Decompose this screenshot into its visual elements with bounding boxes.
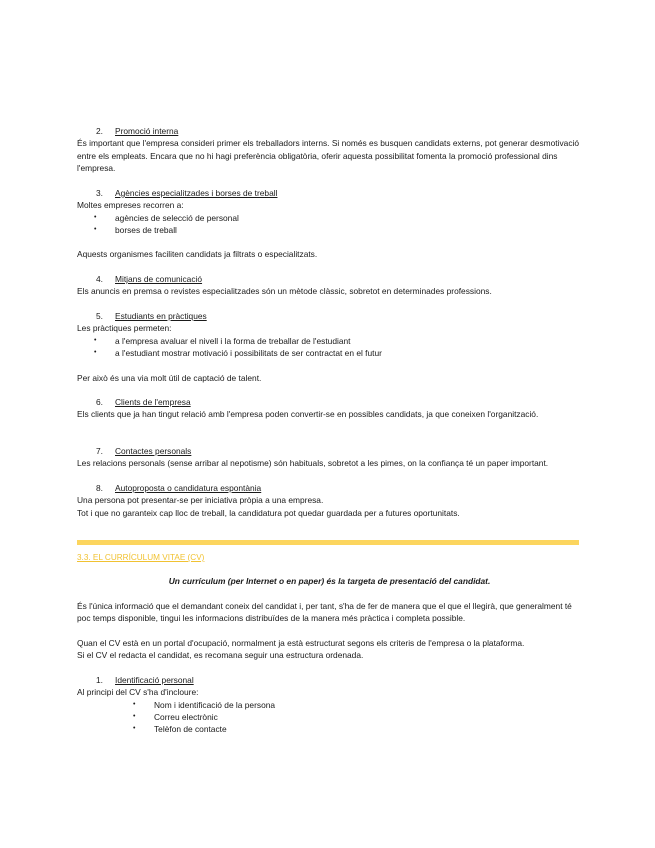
heading-number: 8. (96, 483, 103, 493)
paragraph: Els anuncis en premsa o revistes especialitzades són un mètode clàssic, sobretot en determinades professions. (77, 286, 492, 297)
section-agencies (77, 187, 587, 236)
lead-sentence: Un currículum (per Internet o en paper) és la targeta de presentació del candidat. (168, 576, 491, 586)
bullet-list (77, 212, 587, 237)
heading-number: 3. (96, 188, 103, 198)
paragraph: Els clients que ja han tingut relació amb l'empresa poden convertir-se en possibles candidats, ja que coneixen l'organització. (77, 409, 539, 420)
section-clients (77, 396, 587, 421)
heading-4 (77, 273, 587, 285)
list-item: • a l'empresa avaluar el nivell i la forma de treballar de l'estudiant (77, 335, 587, 347)
paragraph: Si el CV el redacta el candidat, es recomana seguir una estructura ordenada. (77, 650, 364, 661)
heading-number: 4. (96, 274, 103, 284)
heading-2 (77, 125, 587, 137)
section-promocio-interna (77, 125, 587, 174)
heading-3 (77, 187, 587, 199)
cv-paragraph-2 (77, 637, 587, 662)
list-item: • Telèfon de contacte (77, 723, 587, 735)
paragraph: Per això és una via molt útil de captació de talent. (77, 373, 262, 383)
heading-title: Estudiants en pràctiques (115, 311, 207, 321)
paragraph: Les relacions personals (sense arribar al nepotisme) són habituals, sobretot a les pimes, on la confiança té un paper important. (77, 458, 549, 469)
section-agencies-outro (77, 248, 587, 260)
section-estudiants-outro (77, 372, 587, 384)
list-item: • Nom i identificació de la persona (77, 699, 587, 711)
heading-title: Mitjans de comunicació (115, 274, 203, 284)
paragraph: Una persona pot presentar-se per iniciativa pròpia a una empresa. (77, 495, 324, 506)
section-title-curriculum: 3.3. EL CURRÍCULUM VITAE (CV) (77, 553, 205, 562)
paragraph: Quan el CV està en un portal d'ocupació, normalment ja està estructurat segons els criteris de l'empresa o la plataforma. (77, 638, 525, 648)
cv-paragraph-1 (77, 600, 587, 625)
section-autoproposta (77, 482, 587, 519)
heading-number: 2. (96, 126, 103, 136)
bullet-list (77, 699, 587, 736)
paragraph: Moltes empreses recorren a: (77, 200, 184, 211)
heading-title: Autoproposta o candidatura espontània (115, 483, 262, 493)
section-contactes (77, 445, 587, 470)
heading-number: 6. (96, 397, 103, 407)
heading-title: Promoció interna (115, 126, 179, 136)
section-identificacio (77, 674, 587, 735)
section-estudiants (77, 310, 587, 359)
heading-title: Agències especialitzades i borses de treball (115, 188, 278, 198)
paragraph: Al principi del CV s'ha d'incloure: (77, 687, 199, 698)
heading-number: 1. (96, 675, 103, 685)
list-item: • a l'estudiant mostrar motivació i possibilitats de ser contractat en el futur (77, 347, 587, 359)
heading-number: 5. (96, 311, 103, 321)
heading-title: Clients de l'empresa (115, 397, 191, 407)
heading-title: Contactes personals (115, 446, 192, 456)
paragraph: És important que l'empresa consideri primer els treballadors interns. Si només es busquen candidats externs, pot generar desmotivació entre els empleats. Encara que no hi hagi preferència obligatòria, oferir aquesta possibilitat fomenta la promoció professional dins l'empresa. (77, 138, 580, 173)
section-divider (77, 540, 579, 545)
heading-title: Identificació personal (115, 675, 194, 685)
paragraph: Aquests organismes faciliten candidats ja filtrats o especialitzats. (77, 249, 318, 259)
paragraph: Tot i que no garanteix cap lloc de treball, la candidatura pot quedar guardada per a futures oportunitats. (77, 507, 460, 518)
heading-number: 7. (96, 446, 103, 456)
list-item: • Correu electrònic (77, 711, 587, 723)
heading-8 (77, 482, 587, 494)
heading-identificacio (77, 674, 587, 686)
heading-5 (77, 310, 587, 322)
heading-7 (77, 445, 587, 457)
paragraph: Les pràctiques permeten: (77, 323, 172, 334)
list-item: • agències de selecció de personal (77, 212, 587, 224)
list-item: • borses de treball (77, 224, 587, 236)
heading-6 (77, 396, 587, 408)
section-mitjans (77, 273, 587, 298)
bullet-list (77, 335, 587, 360)
paragraph: És l'única informació que el demandant coneix del candidat i, per tant, s'ha de fer de manera que el que el llegirà, que generalment té poc temps disponible, tingui les informacions distribuïdes de la manera més pràctica i completa possible. (77, 601, 572, 624)
